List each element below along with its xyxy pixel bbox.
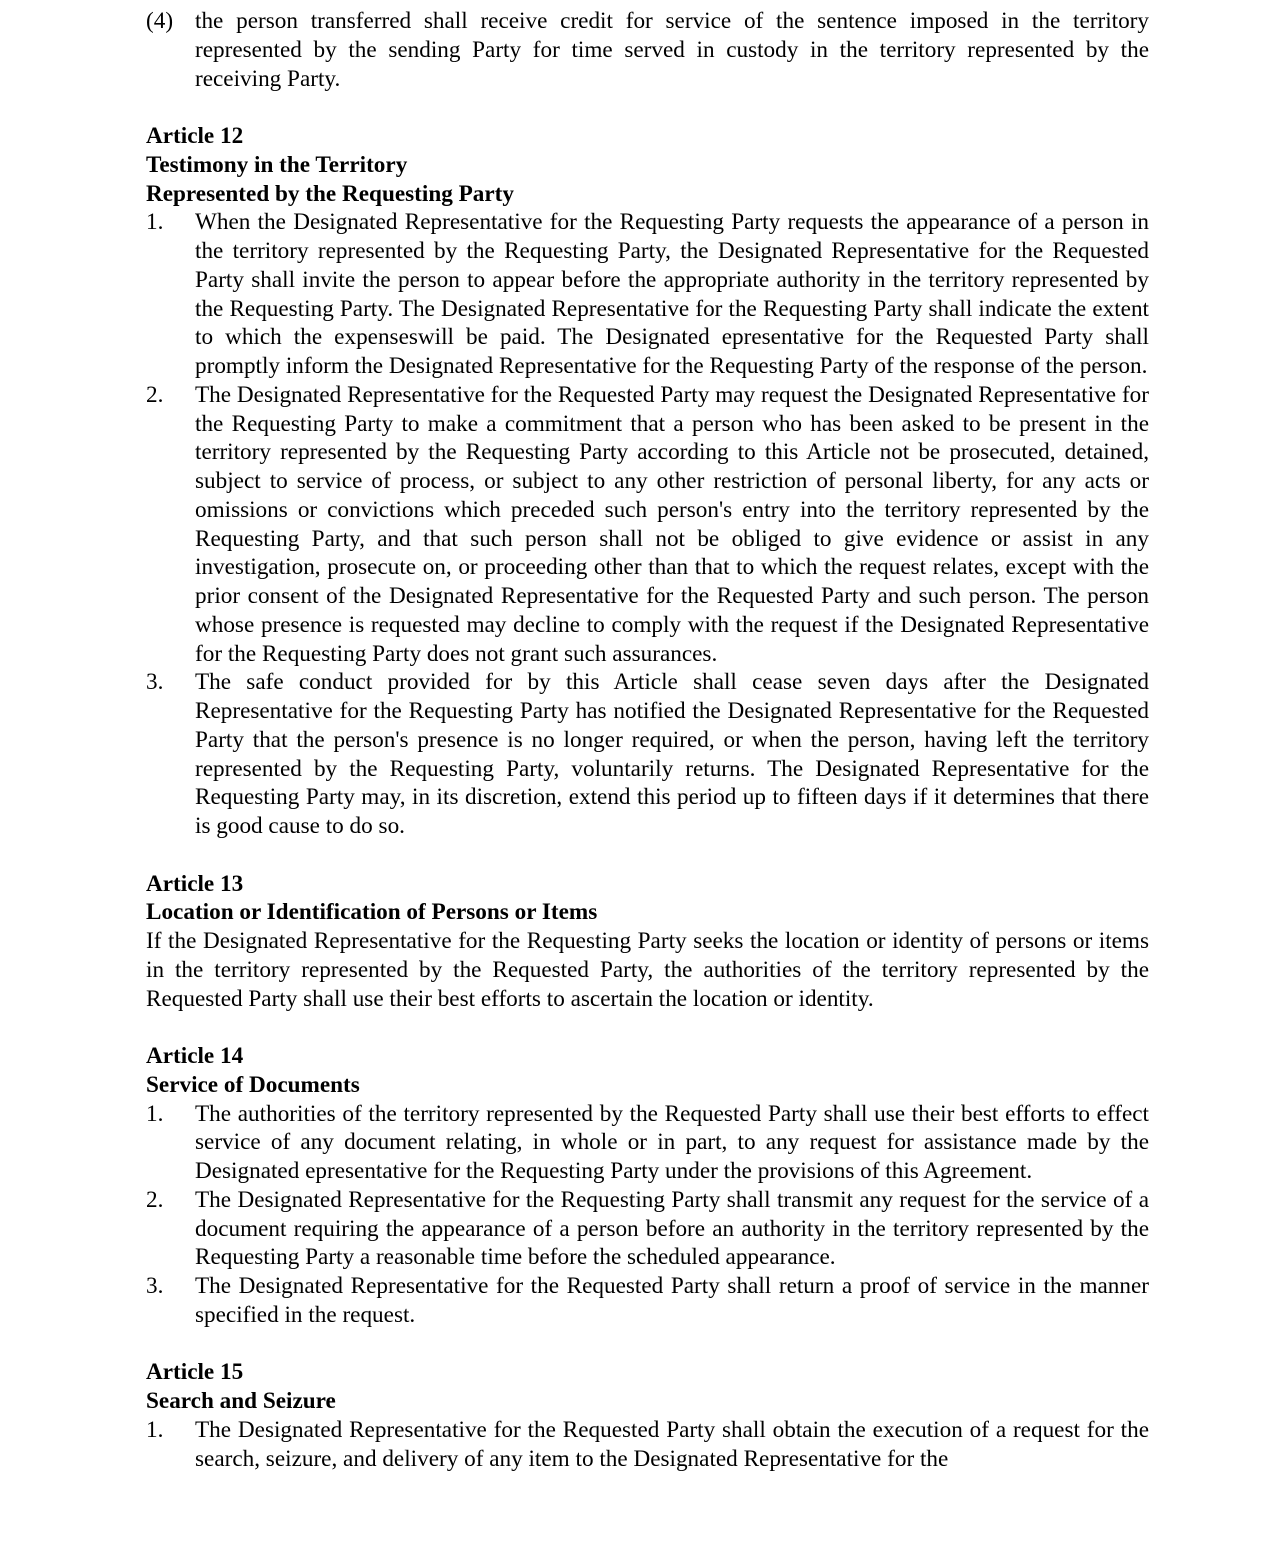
article-title: Service of Documents [146, 1071, 360, 1098]
list-item [146, 208, 1149, 381]
list-item [146, 668, 1149, 841]
item-text: When the Designated Representative for the Requesting Party requests the appearance of a person in the territory represented by the Requesting Party, the Designated Representative for the Requested Party shall invite the person to appear before the appropriate authority in the territory represented by the Requesting Party. The Designated Representative for the Requesting Party shall indicate the extent to which the expenseswill be paid. The Designated epresentative for the Requested Party shall promptly inform the Designated Representative for the Requesting Party of the response of the person. [195, 209, 1149, 379]
list-item [146, 1416, 1149, 1474]
article-title: Location or Identification of Persons or Items [146, 899, 598, 926]
article-title: Testimony in the Territory [146, 151, 408, 178]
item-number: 3. [146, 669, 164, 696]
item-text: The Designated Representative for the Requesting Party shall transmit any request for the service of a document requiring the appearance of a person before an authority in the territory represented by the Requesting Party a reasonable time before the scheduled appearance. [195, 1186, 1149, 1271]
article-15 [146, 1358, 1149, 1473]
article-body: If the Designated Representative for the Requesting Party seeks the location or identity of persons or items in the territory represented by the Requested Party, the authorities of the territory represented by the Requested Party shall use their best efforts to ascertain the location or identity. [146, 928, 1149, 1012]
article-title: Search and Seizure [146, 1388, 336, 1414]
list-item [146, 1186, 1149, 1272]
document-page [146, 7, 1149, 1473]
spacer [146, 1013, 1149, 1042]
article-13 [146, 870, 1149, 1014]
list-item [146, 7, 1149, 93]
list-item [146, 1272, 1149, 1330]
item-text: The Designated Representative for the Requested Party may request the Designated Representative for the Requesting Party to make a commitment that a person who has been asked to be present in the territory represented by the Requesting Party according to this Article not be prosecuted, detained, subject to service of process, or subject to any other restriction of personal liberty, for any acts or omissions or convictions which preceded such person's entry into the territory represented by the Requesting Party, and that such person shall not be obliged to give evidence or assist in any investigation, prosecute on, or proceeding other than that to which the request relates, except with the prior consent of the Designated Representative for the Requested Party and such person. The person whose presence is requested may decline to comply with the request if the Designated Representative for the Requesting Party does not grant such assurances. [195, 381, 1149, 667]
article-label: Article 13 [146, 870, 244, 897]
item-number: 2. [146, 1186, 164, 1213]
spacer [146, 93, 1149, 122]
article-label: Article 12 [146, 123, 244, 149]
item-number: 1. [146, 1100, 164, 1127]
item-number: (4) [146, 8, 174, 34]
item-text: The authorities of the territory represented by the Requested Party shall use their best efforts to effect service of any document relating, in whole or in part, to any request for assistance made by the Designated epresentative for the Requesting Party under the provisions of this Agreement. [195, 1100, 1149, 1184]
list-item [146, 1100, 1149, 1186]
item-text: The safe conduct provided for by this Article shall cease seven days after the Designated Representative for the Requesting Party has notified the Designated Representative for the Requested Party that the person's presence is no longer required, or when the person, having left the territory represented by the Requesting Party, voluntarily returns. The Designated Representative for the Requesting Party may, in its discretion, extend this period up to fifteen days if it determines that there is good cause to do so. [195, 669, 1149, 839]
item-text: the person transferred shall receive credit for service of the sentence imposed in the territory represented by the sending Party for time served in custody in the territory represented by the receiving Party. [195, 8, 1149, 92]
spacer [146, 1330, 1149, 1359]
spacer [146, 841, 1149, 870]
article-12 [146, 122, 1149, 841]
item-number: 1. [146, 209, 164, 236]
item-number: 1. [146, 1416, 164, 1443]
item-number: 2. [146, 381, 164, 408]
article-label: Article 14 [146, 1043, 244, 1069]
item-number: 3. [146, 1273, 164, 1299]
item-text: The Designated Representative for the Requested Party shall return a proof of service in the manner specified in the request. [195, 1273, 1149, 1328]
article-14 [146, 1042, 1149, 1330]
article-label: Article 15 [146, 1359, 244, 1386]
item-text: The Designated Representative for the Requested Party shall obtain the execution of a request for the search, seizure, and delivery of any item to the Designated Representative for the [195, 1416, 1149, 1472]
list-item [146, 381, 1149, 669]
article-title: Represented by the Requesting Party [146, 180, 514, 207]
